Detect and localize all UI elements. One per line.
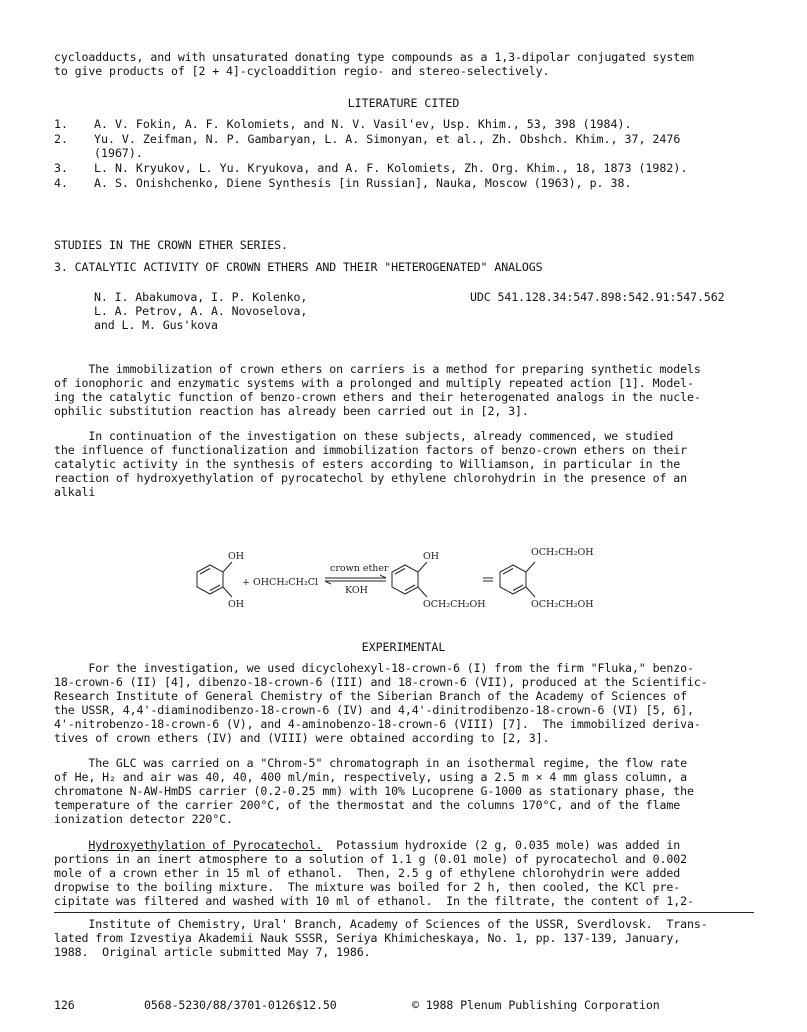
body-line: In continuation of the investigation on these subjects, already commenced, we studied xyxy=(54,429,674,443)
body-line: portions in an inert atmosphere to a solution of 1.1 g (0.01 mole) of pyrocatechol and 0.002 xyxy=(54,852,687,866)
author-line: N. I. Abakumova, I. P. Kolenko, xyxy=(94,290,308,304)
body-line: of ionophoric and enzymatic systems with a prolonged and multiply repeated action [1]. Model- xyxy=(54,376,694,390)
oh-label: OH xyxy=(423,551,440,562)
ref-text: A. S. Onishchenko, Diene Synthesis [in Russian], Nauka, Moscow (1963), p. 38. xyxy=(94,176,632,190)
article-title: 3. CATALYTIC ACTIVITY OF CROWN ETHERS AND THEIR "HETEROGENATED" ANALOGS xyxy=(54,260,543,274)
literature-heading: LITERATURE CITED xyxy=(347,96,460,110)
body-line: The GLC was carried on a "Chrom-5" chromatograph in an isothermal regime, the flow rate xyxy=(54,756,687,770)
body-line: For the investigation, we used dicyclohexyl-18-crown-6 (I) from the firm "Fluka," benzo- xyxy=(54,661,694,675)
body-line: ionization detector 220°C. xyxy=(54,812,233,826)
body-line: alkali xyxy=(54,485,96,499)
body-line: reaction of hydroxyethylation of pyrocatechol by ethylene chlorohydrin in the presence of an xyxy=(54,471,687,485)
ref-number: 2. xyxy=(54,132,68,146)
pyrocatechol-ring xyxy=(197,562,232,597)
top-para-line: to give products of [2 + 4]-cycloaddition regio- and stereo-selectively. xyxy=(54,64,550,78)
body-line: cipitate was filtered and washed with 10 ml of ethanol. In the filtrate, the content of 1,2- xyxy=(54,894,694,908)
ref-text: Yu. V. Zeifman, N. P. Gambaryan, L. A. Simonyan, et al., Zh. Obshch. Khim., 37, 2476 xyxy=(94,132,681,146)
article-code: 0568-5230/88/3701-0126$12.50 xyxy=(144,998,337,1012)
footnote-rule xyxy=(54,912,754,913)
ref-number: 3. xyxy=(54,161,68,175)
series-title: STUDIES IN THE CROWN ETHER SERIES. xyxy=(54,238,288,252)
hydroxyethoxy-label: OCH₂CH₂OH xyxy=(423,599,486,610)
body-line: dropwise to the boiling mixture. The mixture was boiled for 2 h, then cooled, the KCl pre- xyxy=(54,880,681,894)
page-number: 126 xyxy=(54,998,75,1012)
footnote-line: lated from Izvestiya Akademii Nauk SSSR, Seriya Khimicheskaya, No. 1, pp. 137-139, January, xyxy=(54,931,681,945)
ref-text: A. V. Fokin, A. F. Kolomiets, and N. V. Vasil'ev, Usp. Khim., 53, 398 (1984). xyxy=(94,117,632,131)
body-line: ophilic substitution reaction has already been carried out in [2, 3]. xyxy=(54,404,529,418)
ref-text: (1967). xyxy=(94,146,143,160)
body-text: Potassium hydroxide (2 g, 0.035 mole) was added in xyxy=(322,838,681,852)
body-line: of He, H₂ and air was 40, 40, 400 ml/min, respectively, using a 2.5 m × 4 mm glass column, a xyxy=(54,770,687,784)
author-line: and L. M. Gus'kova xyxy=(94,318,218,332)
hydroxyethoxy-label: OCH₂CH₂OH xyxy=(531,547,594,558)
equilibrium-arrow xyxy=(325,575,386,584)
diether-ring xyxy=(500,562,535,597)
base-label: KOH xyxy=(345,585,368,596)
ref-number: 1. xyxy=(54,117,68,131)
oh-label: OH xyxy=(228,599,245,610)
product-ring xyxy=(392,562,427,597)
body-line: catalytic activity in the synthesis of esters according to Williamson, in particular in the xyxy=(54,457,681,471)
body-line: The immobilization of crown ethers on carriers is a method for preparing synthetic models xyxy=(54,362,701,376)
footnote-line: Institute of Chemistry, Ural' Branch, Academy of Sciences of the USSR, Sverdlovsk. Trans- xyxy=(54,917,708,931)
body-line: the USSR, 4,4'-diaminodibenzo-18-crown-6 (IV) and 4,4'-dinitrodibenzo-18-crown-6 (VI) [5, 6], xyxy=(54,703,694,717)
body-line: chromatone N-AW-HmDS carrier (0.2-0.25 mm) with 10% Lucoprene G-1000 as stationary phase, the xyxy=(54,784,694,798)
reaction-scheme xyxy=(180,545,600,615)
catalyst-label: crown ether xyxy=(330,563,389,574)
body-line: the influence of functionalization and immobilization factors of benzo-crown ethers on their xyxy=(54,443,687,457)
body-line: Research Institute of General Chemistry of the Siberian Branch of the Academy of Sciences of xyxy=(54,689,687,703)
body-line xyxy=(54,838,680,852)
ref-number: 4. xyxy=(54,176,68,190)
top-para-line: cycloadducts, and with unsaturated donating type compounds as a 1,3-dipolar conjugated system xyxy=(54,50,694,64)
ref-text: L. N. Kryukov, L. Yu. Kryukova, and A. F. Kolomiets, Zh. Org. Khim., 18, 1873 (1982). xyxy=(94,161,688,175)
reagent-label: + OHCH₂CH₂Cl xyxy=(242,577,319,588)
equilibrium-arrow xyxy=(483,578,493,581)
oh-label: OH xyxy=(228,551,245,562)
body-line: mole of a crown ether in 15 ml of ethanol. Then, 2.5 g of ethylene chlorohydrin were added xyxy=(54,866,681,880)
footnote-line: 1988. Original article submitted May 7, 1986. xyxy=(54,945,371,959)
copyright: © 1988 Plenum Publishing Corporation xyxy=(412,998,660,1012)
subsection-heading: Hydroxyethylation of Pyrocatechol. xyxy=(88,838,323,852)
body-line: tives of crown ethers (IV) and (VIII) were obtained according to [2, 3]. xyxy=(54,731,550,745)
experimental-heading: EXPERIMENTAL xyxy=(361,640,446,654)
author-line: L. A. Petrov, A. A. Novoselova, xyxy=(94,304,308,318)
body-line: 18-crown-6 (II) [4], dibenzo-18-crown-6 (III) and 18-crown-6 (VII), produced at the Scientific- xyxy=(54,675,708,689)
body-line: ing the catalytic function of benzo-crown ethers and their heterogenated analogs in the nucle- xyxy=(54,390,701,404)
body-line: 4'-nitrobenzo-18-crown-6 (V), and 4-aminobenzo-18-crown-6 (VIII) [7]. The immobilized deriva- xyxy=(54,717,701,731)
body-line: temperature of the carrier 200°C, of the thermostat and the columns 170°C, and of the flame xyxy=(54,798,681,812)
udc-code: UDC 541.128.34:547.898:542.91:547.562 xyxy=(470,290,725,304)
hydroxyethoxy-label: OCH₂CH₂OH xyxy=(531,599,594,610)
